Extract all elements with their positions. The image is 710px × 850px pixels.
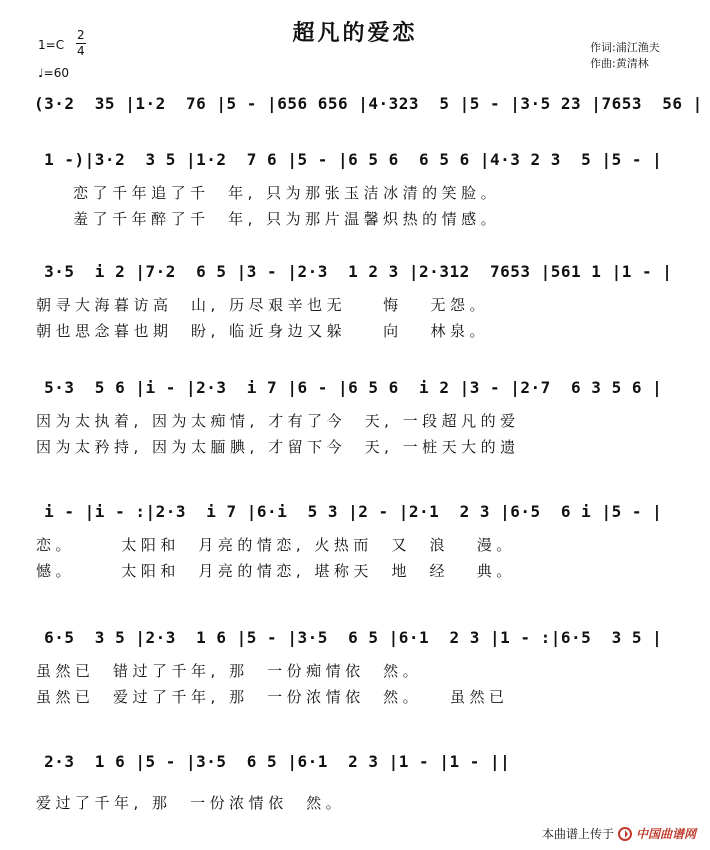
meter-top: 2 [77, 28, 85, 42]
notation-line: 2·3 1 6 |5 - |3·5 6 5 |6·1 2 3 |1 - |1 - || [34, 752, 511, 771]
lyric-line: 憾。 太阳和 月亮的情恋, 堪称天 地 经 典。 [36, 562, 516, 580]
lyric-line: 虽然已 爱过了千年, 那 一份浓情依 然。 虽然已 [36, 688, 509, 706]
lyric-line: 虽然已 错过了千年, 那 一份痴情依 然。 [36, 662, 423, 680]
time-signature [76, 28, 86, 59]
lyric-line: 朝也思念暮也期 盼, 临近身边又躲 向 林泉。 [36, 322, 489, 340]
lyric-line: 羞了千年醉了千 年, 只为那片温馨炽热的情感。 [36, 210, 501, 228]
lyric-line: 爱过了千年, 那 一份浓情依 然。 [36, 794, 346, 812]
notation-line: 5·3 5 6 |i - |2·3 i 7 |6 - |6 5 6 i 2 |3 - |2·7 6 3 5 6 | [34, 378, 663, 397]
notation-line: 6·5 3 5 |2·3 1 6 |5 - |3·5 6 5 |6·1 2 3 |1 - :|6·5 3 5 | [34, 628, 663, 647]
notation-line: 3·5 i 2 |7·2 6 5 |3 - |2·3 1 2 3 |2·312 7653 |561 1 |1 - | [34, 262, 673, 281]
site-logo-icon [618, 827, 632, 841]
notation-line: (3·2 35 |1·2 76 |5 - |656 656 |4·323 5 |5 - |3·5 23 |7653 56 | [34, 94, 703, 113]
upload-note: 本曲谱上传于 [541, 827, 614, 841]
lyric-line: 因为太矜持, 因为太腼腆, 才留下今 天, 一桩天大的遗 [36, 438, 520, 456]
site-footer [542, 825, 696, 842]
credits [590, 40, 660, 72]
page-title: 超凡的爱恋 [292, 20, 418, 46]
composer-credit: 作曲:黄清林 [590, 57, 649, 70]
lyric-line: 因为太执着, 因为太痴情, 才有了今 天, 一段超凡的爱 [36, 412, 520, 430]
lyricist-credit: 作词:浦江渔夫 [590, 41, 660, 54]
notation-line: i - |i - :|2·3 i 7 |6·i 5 3 |2 - |2·1 2 3 |6·5 6 i |5 - | [34, 502, 663, 521]
notation-line: 1 -)|3·2 3 5 |1·2 7 6 |5 - |6 5 6 6 5 6 |4·3 2 3 5 |5 - | [34, 150, 663, 169]
lyric-line: 朝寻大海暮访高 山, 历尽艰辛也无 悔 无怨。 [36, 296, 489, 314]
tempo-marking: ♩=60 [38, 66, 69, 80]
key-signature: 1=C [38, 38, 65, 52]
lyric-line: 恋。 太阳和 月亮的情恋, 火热而 又 浪 漫。 [36, 536, 516, 554]
meter-bottom: 4 [77, 44, 85, 58]
site-name-link[interactable]: 中国曲谱网 [635, 827, 696, 841]
lyric-line: 恋了千年追了千 年, 只为那张玉洁冰清的笑脸。 [36, 184, 501, 202]
